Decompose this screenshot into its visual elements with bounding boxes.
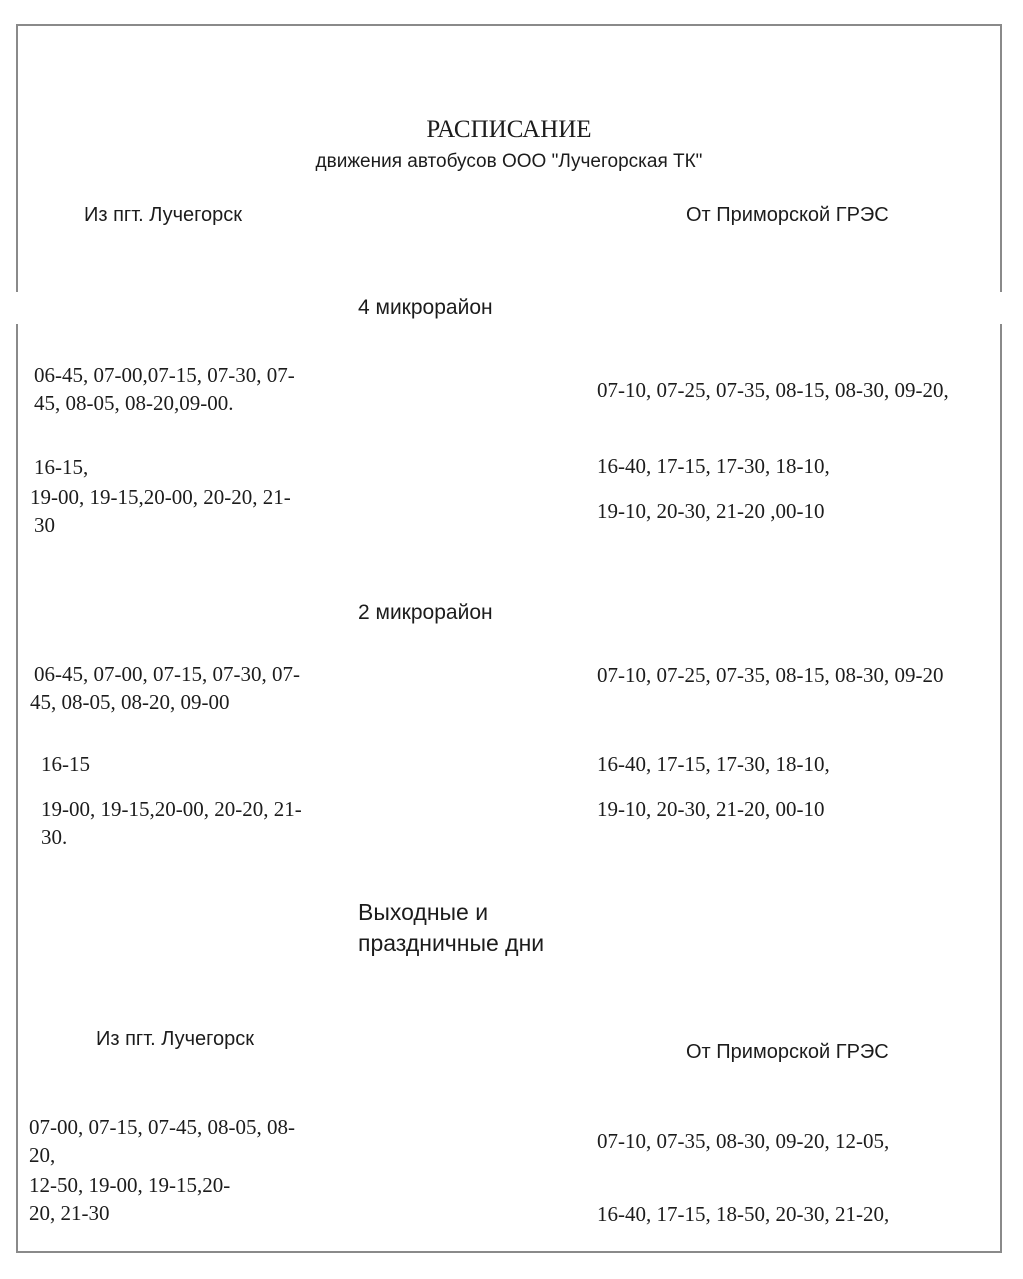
section-heading-weekend: Выходные и xyxy=(358,899,489,925)
schedule-line: 19-00, 19-15,20-00, 20-20, 21- xyxy=(30,485,291,509)
schedule-line: 20, xyxy=(29,1143,56,1167)
schedule-line: 07-10, 07-35, 08-30, 09-20, 12-05, xyxy=(597,1129,890,1153)
section-heading-weekend: праздничные дни xyxy=(358,930,545,956)
schedule-line: 16-40, 17-15, 18-50, 20-30, 21-20, xyxy=(597,1202,890,1226)
schedule-line: 07-00, 07-15, 07-45, 08-05, 08- xyxy=(29,1115,295,1139)
schedule-line: 07-10, 07-25, 07-35, 08-15, 08-30, 09-20 xyxy=(597,663,944,687)
right-column-header: От Приморской ГРЭС xyxy=(686,204,889,226)
schedule-line: 06-45, 07-00,07-15, 07-30, 07- xyxy=(34,363,295,387)
schedule-line: 19-10, 20-30, 21-20, 00-10 xyxy=(597,797,825,821)
border-gap-right xyxy=(996,292,1008,324)
document-title: РАСПИСАНИЕ xyxy=(426,116,592,143)
section-heading-2-microdistrict: 2 микрорайон xyxy=(358,601,493,624)
weekend-left-header: Из пгт. Лучегорск xyxy=(96,1028,255,1050)
weekend-right-header: От Приморской ГРЭС xyxy=(686,1041,889,1063)
document-subtitle: движения автобусов ООО "Лучегорская ТК" xyxy=(315,151,703,172)
schedule-line: 16-15 xyxy=(41,752,90,776)
schedule-line: 45, 08-05, 08-20, 09-00 xyxy=(30,690,230,714)
schedule-line: 30. xyxy=(41,825,68,849)
schedule-line: 30 xyxy=(34,513,55,537)
section-heading-4-microdistrict: 4 микрорайон xyxy=(358,296,493,319)
left-column-header: Из пгт. Лучегорск xyxy=(84,204,243,226)
schedule-line: 45, 08-05, 08-20,09-00. xyxy=(34,391,234,415)
schedule-line: 19-00, 19-15,20-00, 20-20, 21- xyxy=(41,797,302,821)
schedule-line: 16-15, xyxy=(34,455,89,479)
schedule-line: 16-40, 17-15, 17-30, 18-10, xyxy=(597,454,830,478)
schedule-line: 07-10, 07-25, 07-35, 08-15, 08-30, 09-20, xyxy=(597,378,949,402)
schedule-line: 06-45, 07-00, 07-15, 07-30, 07- xyxy=(34,662,300,686)
schedule-line: 16-40, 17-15, 17-30, 18-10, xyxy=(597,752,830,776)
schedule-line: 20, 21-30 xyxy=(29,1201,110,1225)
schedule-line: 19-10, 20-30, 21-20 ,00-10 xyxy=(597,499,825,523)
border-gap-left xyxy=(12,292,22,324)
schedule-line: 12-50, 19-00, 19-15,20- xyxy=(29,1173,231,1197)
